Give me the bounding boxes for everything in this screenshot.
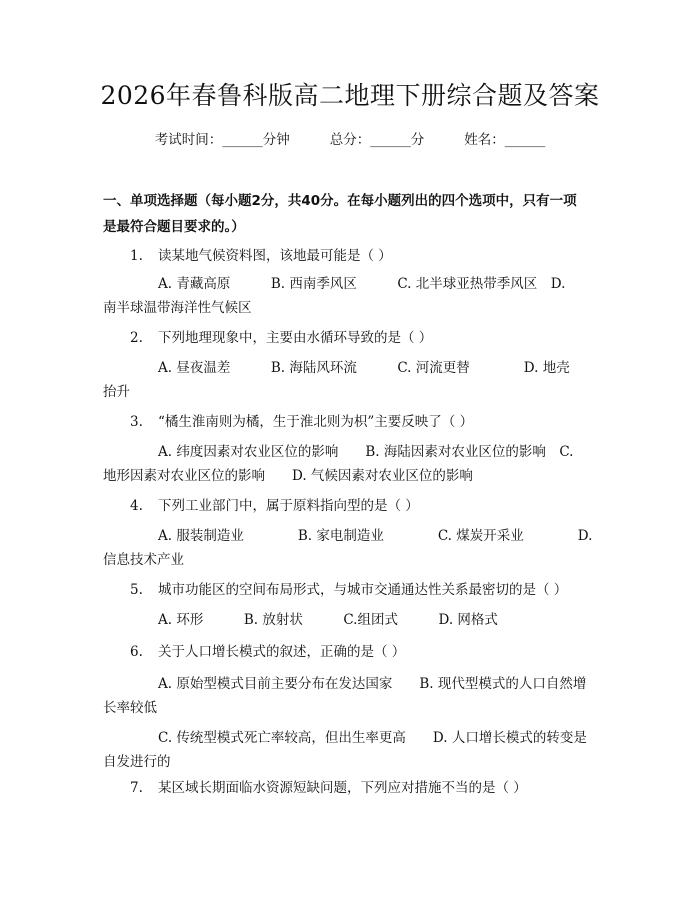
question-stem: 关于人口增长模式的叙述，正确的是（ ） <box>158 644 406 660</box>
option-line: 南半球温带海洋性气候区 <box>103 300 252 316</box>
question-6-options <box>103 672 603 720</box>
question-number: 5. <box>130 582 143 598</box>
option-line: A. 服装制造业 B. 家电制造业 C. 煤炭开采业 D. <box>158 528 593 544</box>
question-1 <box>130 244 610 268</box>
section-heading-line1: 一、单项选择题（每小题2分，共40分。在每小题列出的四个选项中，只有一项 <box>103 193 577 209</box>
question-3-options <box>103 440 603 488</box>
page-title: 2026年春鲁科版高二地理下册综合题及答案 <box>100 81 600 110</box>
question-stem: “橘生淮南则为橘，生于淮北则为枳”主要反映了（ ） <box>158 414 474 430</box>
option-line: 地形因素对农业区位的影响 D. 气候因素对农业区位的影响 <box>103 468 473 484</box>
exam-name-field: 姓名：______ <box>464 132 546 148</box>
question-5 <box>130 578 610 602</box>
exam-time: 考试时间：______分钟 <box>154 132 290 148</box>
option-line: 长率较低 <box>103 700 157 716</box>
option-line: 抬升 <box>103 384 130 400</box>
question-number: 2. <box>130 330 143 346</box>
section-heading <box>103 188 603 240</box>
question-5-options <box>103 608 603 632</box>
question-stem: 下列地理现象中，主要由水循环导致的是（ ） <box>158 330 433 346</box>
option-line: 自发进行的 <box>103 754 171 770</box>
exam-info <box>0 130 700 150</box>
question-number: 1. <box>130 248 143 264</box>
question-3 <box>130 410 610 434</box>
option-line: A. 昼夜温差 B. 海陆风环流 C. 河流更替 D. 地壳 <box>158 360 570 376</box>
option-line: 信息技术产业 <box>103 552 184 568</box>
question-stem: 下列工业部门中，属于原料指向型的是（ ） <box>158 498 419 514</box>
question-stem: 某区域长期面临水资源短缺问题，下列应对措施不当的是（ ） <box>158 780 527 796</box>
question-6 <box>130 640 610 664</box>
question-6-options-cont <box>103 726 603 774</box>
question-7 <box>130 776 610 800</box>
question-stem: 读某地气候资料图，该地最可能是（ ） <box>158 248 392 264</box>
question-number: 7. <box>130 780 143 796</box>
question-number: 3. <box>130 414 143 430</box>
option-line: A. 原始型模式目前主要分布在发达国家 B. 现代型模式的人口自然增 <box>158 676 587 692</box>
question-4 <box>130 494 610 518</box>
option-line: A. 环形 B. 放射状 C.组团式 D. 网格式 <box>158 612 498 628</box>
question-number: 4. <box>130 498 143 514</box>
question-1-options <box>103 272 603 320</box>
question-stem: 城市功能区的空间布局形式，与城市交通通达性关系最密切的是（ ） <box>158 582 568 598</box>
question-2 <box>130 326 610 350</box>
question-4-options <box>103 524 603 572</box>
option-line: A. 青藏高原 B. 西南季风区 C. 北半球亚热带季风区 D. <box>158 276 566 292</box>
question-number: 6. <box>130 644 143 660</box>
option-line: A. 纬度因素对农业区位的影响 B. 海陆因素对农业区位的影响 C. <box>158 444 574 460</box>
question-2-options <box>103 356 603 404</box>
exam-total-score: 总分：______分 <box>329 132 425 148</box>
section-heading-line2: 是最符合题目要求的。） <box>103 219 245 235</box>
option-line: C. 传统型模式死亡率较高，但出生率更高 D. 人口增长模式的转变是 <box>158 730 587 746</box>
